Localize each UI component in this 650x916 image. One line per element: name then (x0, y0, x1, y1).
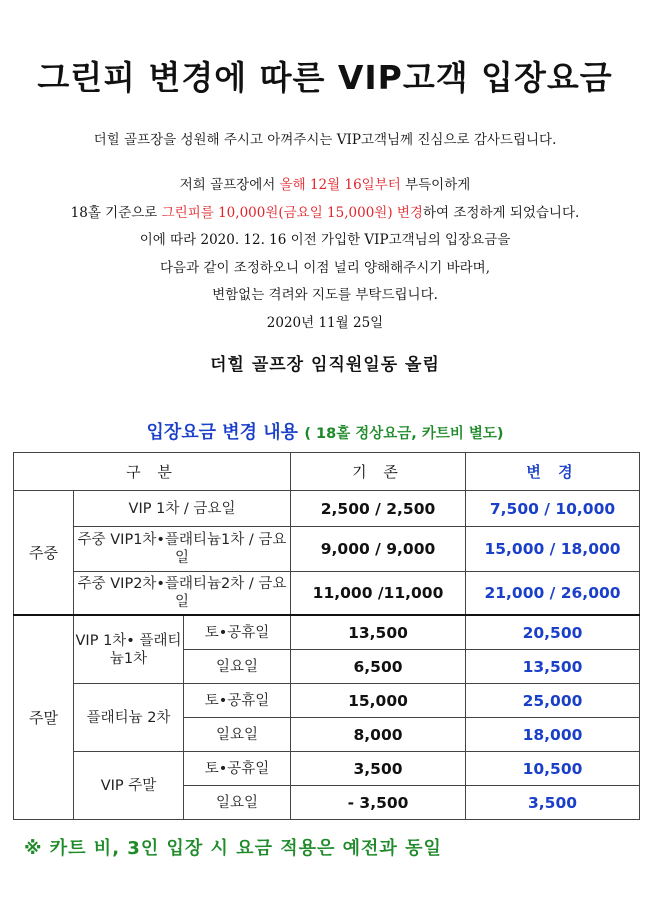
membership-type: VIP 주말 (74, 752, 184, 820)
day-type: 일요일 (184, 650, 291, 684)
before-fee: 6,500 (291, 650, 466, 684)
subtitle-note: ( 18홀 정상요금, 카트비 별도) (304, 426, 504, 442)
effective-date-highlight: 올해 12월 16일부터 (279, 177, 401, 193)
after-fee: 7,500 / 10,000 (466, 491, 640, 527)
body-line-5: 변함없는 격려와 지도를 부탁드립니다. (212, 287, 438, 304)
body-line-2: 18홀 기준으로 그린피를 10,000원(금요일 15,000원) 변경하여 조정하게 되었습니다. (70, 204, 580, 221)
footer-note: ※ 카트 비, 3인 입장 시 요금 적용은 예전과 동일 (24, 838, 442, 859)
before-fee: 15,000 (291, 684, 466, 718)
after-fee: 13,500 (466, 650, 640, 684)
weekday-label: 주중 (14, 491, 74, 616)
after-fee: 3,500 (466, 786, 640, 820)
fee-table (13, 452, 640, 820)
before-fee: - 3,500 (291, 786, 466, 820)
membership-type: VIP 1차 / 금요일 (74, 491, 291, 527)
body-line-3: 이에 따라 2020. 12. 16 이전 가입한 VIP고객님의 입장요금을 (139, 232, 511, 249)
weekend-label: 주말 (14, 615, 74, 820)
notice-date: 2020년 11월 25일 (266, 314, 384, 331)
day-type: 일요일 (184, 786, 291, 820)
notice-body (0, 172, 650, 338)
greenfee-change-highlight: 그린피를 10,000원(금요일 15,000원) 변경 (161, 204, 423, 221)
table-row (14, 527, 640, 572)
body-line-1: 저희 골프장에서 올해 12월 16일부터 부득이하게 (179, 177, 471, 193)
table-row (14, 684, 640, 718)
day-type: 토•공휴일 (184, 684, 291, 718)
body-line-4: 다음과 같이 조정하오니 이점 널리 양해해주시기 바라며, (160, 259, 490, 276)
membership-type: VIP 1차• 플래티늄1차 (74, 615, 184, 684)
day-type: 일요일 (184, 718, 291, 752)
membership-type: 플래티늄 2차 (74, 684, 184, 752)
table-row (14, 572, 640, 616)
after-fee: 10,500 (466, 752, 640, 786)
intro-text: 더힐 골프장을 성원해 주시고 아껴주시는 VIP고객님께 진심으로 감사드립니다. (93, 132, 557, 148)
after-fee: 15,000 / 18,000 (466, 527, 640, 572)
table-header-row (14, 453, 640, 491)
page-title: 그린피 변경에 따른 VIP고객 입장요금 (37, 58, 613, 97)
membership-type: 주중 VIP2차•플래티늄2차 / 금요일 (74, 572, 291, 616)
signature: 더힐 골프장 임직원일동 올림 (210, 355, 440, 375)
table-subtitle: 입장요금 변경 내용 ( 18홀 정상요금, 카트비 별도) (146, 422, 504, 443)
table-row (14, 752, 640, 786)
table-row (14, 491, 640, 527)
day-type: 토•공휴일 (184, 752, 291, 786)
header-after: 변 경 (466, 453, 640, 491)
membership-type: 주중 VIP1차•플래티늄1차 / 금요일 (74, 527, 291, 572)
before-fee: 2,500 / 2,500 (291, 491, 466, 527)
day-type: 토•공휴일 (184, 615, 291, 650)
header-before: 기 존 (291, 453, 466, 491)
table-row (14, 615, 640, 650)
before-fee: 13,500 (291, 615, 466, 650)
header-category: 구 분 (14, 453, 291, 491)
after-fee: 20,500 (466, 615, 640, 650)
after-fee: 18,000 (466, 718, 640, 752)
before-fee: 8,000 (291, 718, 466, 752)
before-fee: 3,500 (291, 752, 466, 786)
after-fee: 25,000 (466, 684, 640, 718)
before-fee: 11,000 /11,000 (291, 572, 466, 616)
after-fee: 21,000 / 26,000 (466, 572, 640, 616)
before-fee: 9,000 / 9,000 (291, 527, 466, 572)
